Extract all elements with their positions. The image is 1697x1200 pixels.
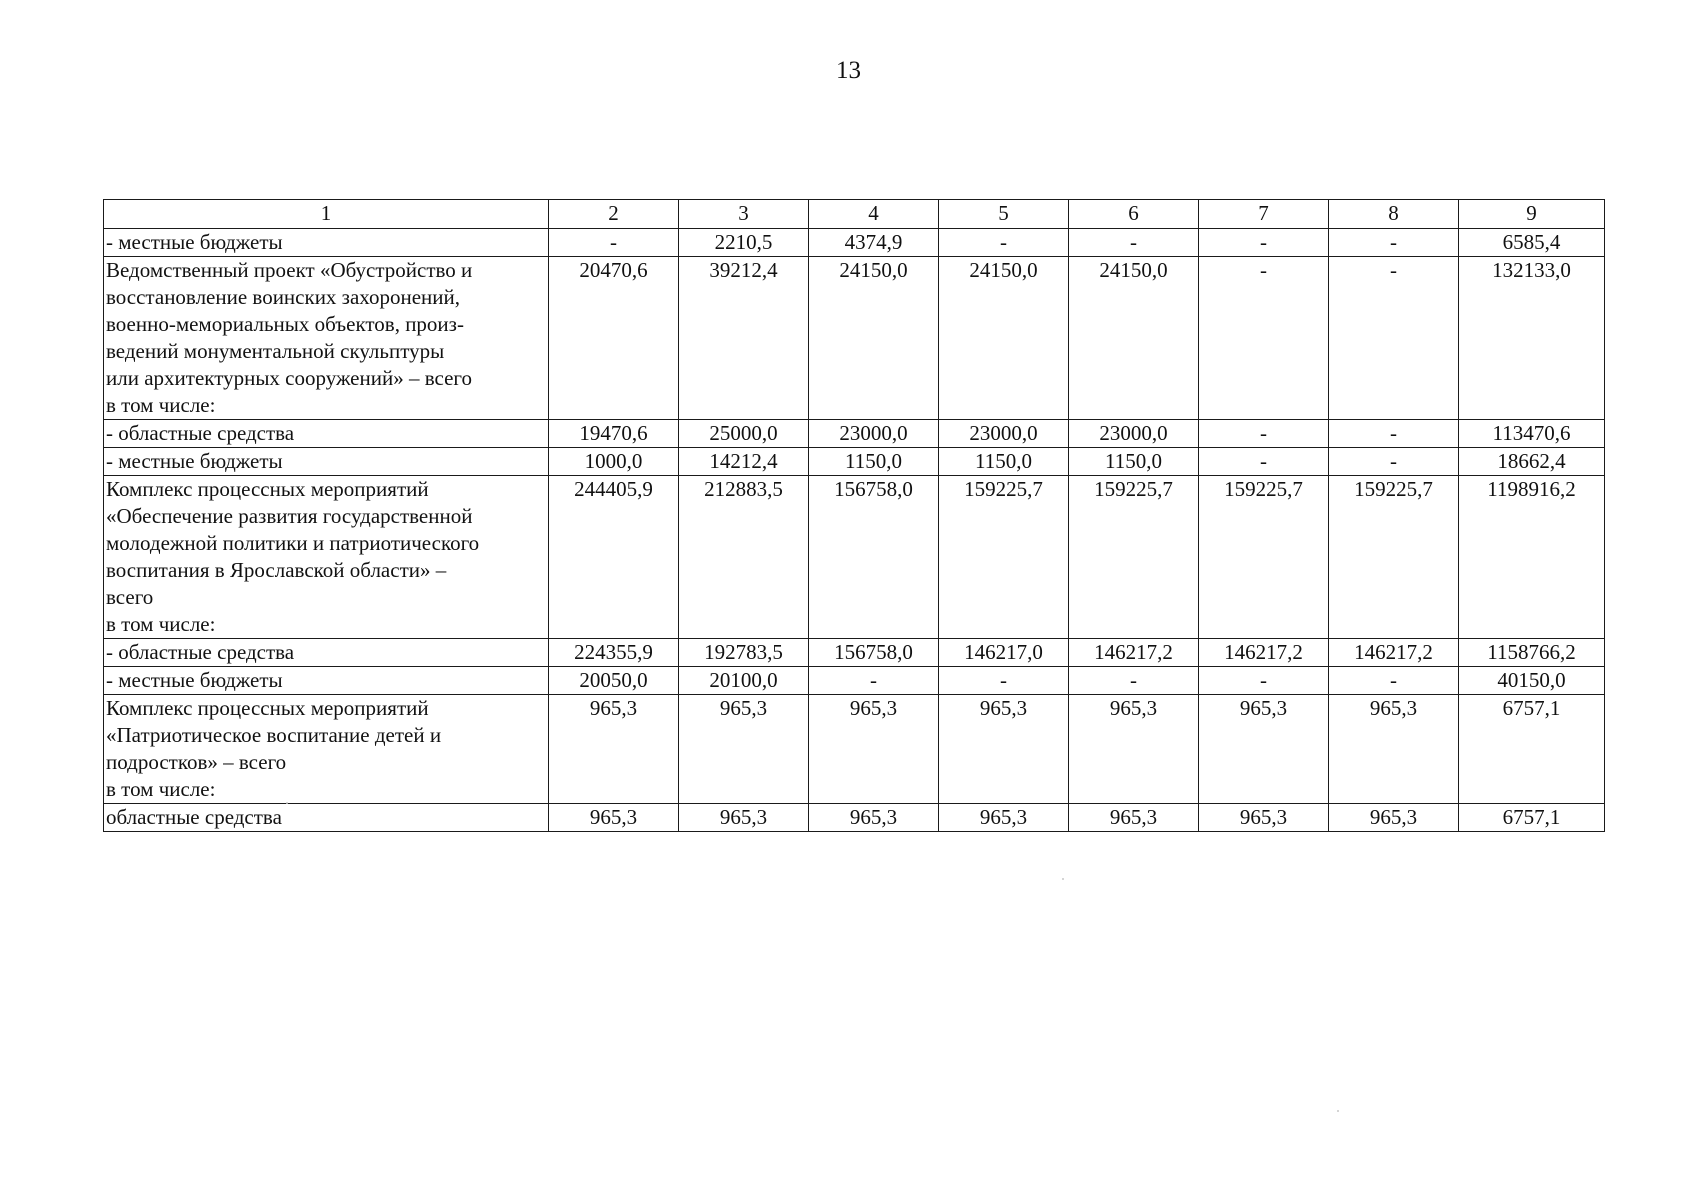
row-label-cell: - областные средства (104, 420, 549, 448)
value-cell: 965,3 (939, 804, 1069, 832)
value-cell: 965,3 (1329, 804, 1459, 832)
value-cell: 965,3 (549, 804, 679, 832)
table-row (104, 639, 1605, 667)
value-cell: 6585,4 (1459, 229, 1605, 257)
value-cell: 132133,0 (1459, 257, 1605, 420)
value-cell: - (1199, 667, 1329, 695)
value-cell: 4374,9 (809, 229, 939, 257)
column-number-header: 4 (809, 200, 939, 229)
value-cell: 23000,0 (939, 420, 1069, 448)
table-row (104, 420, 1605, 448)
value-cell: - (1199, 257, 1329, 420)
row-label-cell: Комплекс процессных мероприятий «Обеспечение развития государственной молодежной политики и патриотического воспитания в Ярославской области» – всего в том числе: (104, 476, 549, 639)
table-header-row (104, 200, 1605, 229)
row-label-cell: областные средства (104, 804, 549, 832)
value-cell: 224355,9 (549, 639, 679, 667)
table-row (104, 448, 1605, 476)
row-label-cell: - областные средства (104, 639, 549, 667)
value-cell: 14212,4 (679, 448, 809, 476)
table-row (104, 229, 1605, 257)
value-cell: 20100,0 (679, 667, 809, 695)
column-number-header: 8 (1329, 200, 1459, 229)
table-row (104, 257, 1605, 420)
value-cell: - (1069, 667, 1199, 695)
value-cell: 192783,5 (679, 639, 809, 667)
value-cell: - (1199, 448, 1329, 476)
value-cell: 113470,6 (1459, 420, 1605, 448)
page-number: 13 (836, 57, 861, 84)
value-cell: - (1329, 448, 1459, 476)
value-cell: 1150,0 (1069, 448, 1199, 476)
value-cell: 156758,0 (809, 639, 939, 667)
value-cell: - (1329, 667, 1459, 695)
value-cell: - (1329, 257, 1459, 420)
value-cell: - (1199, 229, 1329, 257)
value-cell: 965,3 (809, 804, 939, 832)
column-number-header: 1 (104, 200, 549, 229)
budget-table (103, 199, 1605, 832)
value-cell: 39212,4 (679, 257, 809, 420)
value-cell: 146217,2 (1199, 639, 1329, 667)
value-cell: 1000,0 (549, 448, 679, 476)
value-cell: 212883,5 (679, 476, 809, 639)
column-number-header: 6 (1069, 200, 1199, 229)
value-cell: 156758,0 (809, 476, 939, 639)
value-cell: 146217,2 (1329, 639, 1459, 667)
value-cell: 244405,9 (549, 476, 679, 639)
budget-table-body (104, 200, 1605, 832)
value-cell: 159225,7 (939, 476, 1069, 639)
column-number-header: 5 (939, 200, 1069, 229)
value-cell: 965,3 (809, 695, 939, 804)
value-cell: 6757,1 (1459, 804, 1605, 832)
value-cell: - (939, 667, 1069, 695)
value-cell: 159225,7 (1199, 476, 1329, 639)
value-cell: - (1329, 420, 1459, 448)
row-label-cell: Ведомственный проект «Обустройство и восстановление воинских захоронений, военно-мемориальных объектов, произ- ведений монументальной скульптуры или архитектурных сооружений» – всего в том числе: (104, 257, 549, 420)
value-cell: 965,3 (1329, 695, 1459, 804)
column-number-header: 3 (679, 200, 809, 229)
value-cell: 965,3 (1199, 804, 1329, 832)
value-cell: 2210,5 (679, 229, 809, 257)
column-number-header: 9 (1459, 200, 1605, 229)
value-cell: 1158766,2 (1459, 639, 1605, 667)
value-cell: 965,3 (939, 695, 1069, 804)
value-cell: - (549, 229, 679, 257)
value-cell: 146217,0 (939, 639, 1069, 667)
table-row (104, 476, 1605, 639)
value-cell: 965,3 (679, 804, 809, 832)
value-cell: - (1199, 420, 1329, 448)
value-cell: 23000,0 (1069, 420, 1199, 448)
value-cell: 40150,0 (1459, 667, 1605, 695)
value-cell: - (809, 667, 939, 695)
value-cell: 1198916,2 (1459, 476, 1605, 639)
column-number-header: 2 (549, 200, 679, 229)
value-cell: 159225,7 (1329, 476, 1459, 639)
value-cell: 23000,0 (809, 420, 939, 448)
value-cell: 1150,0 (939, 448, 1069, 476)
value-cell: - (1329, 229, 1459, 257)
value-cell: - (939, 229, 1069, 257)
value-cell: 24150,0 (939, 257, 1069, 420)
value-cell: 25000,0 (679, 420, 809, 448)
value-cell: 20050,0 (549, 667, 679, 695)
table-row (104, 667, 1605, 695)
row-label-cell: - местные бюджеты (104, 229, 549, 257)
value-cell: 159225,7 (1069, 476, 1199, 639)
column-number-header: 7 (1199, 200, 1329, 229)
value-cell: 24150,0 (1069, 257, 1199, 420)
row-label-cell: Комплекс процессных мероприятий «Патриотическое воспитание детей и подростков» – всего в том числе: (104, 695, 549, 804)
scan-speck (286, 802, 288, 804)
scan-speck (1337, 1110, 1339, 1112)
value-cell: 1150,0 (809, 448, 939, 476)
value-cell: 6757,1 (1459, 695, 1605, 804)
value-cell: 965,3 (549, 695, 679, 804)
value-cell: 20470,6 (549, 257, 679, 420)
table-row (104, 804, 1605, 832)
value-cell: 18662,4 (1459, 448, 1605, 476)
table-row (104, 695, 1605, 804)
row-label-cell: - местные бюджеты (104, 448, 549, 476)
value-cell: 146217,2 (1069, 639, 1199, 667)
scan-speck (1062, 878, 1064, 880)
value-cell: - (1069, 229, 1199, 257)
value-cell: 965,3 (679, 695, 809, 804)
value-cell: 19470,6 (549, 420, 679, 448)
value-cell: 965,3 (1069, 695, 1199, 804)
row-label-cell: - местные бюджеты (104, 667, 549, 695)
value-cell: 965,3 (1069, 804, 1199, 832)
value-cell: 24150,0 (809, 257, 939, 420)
value-cell: 965,3 (1199, 695, 1329, 804)
